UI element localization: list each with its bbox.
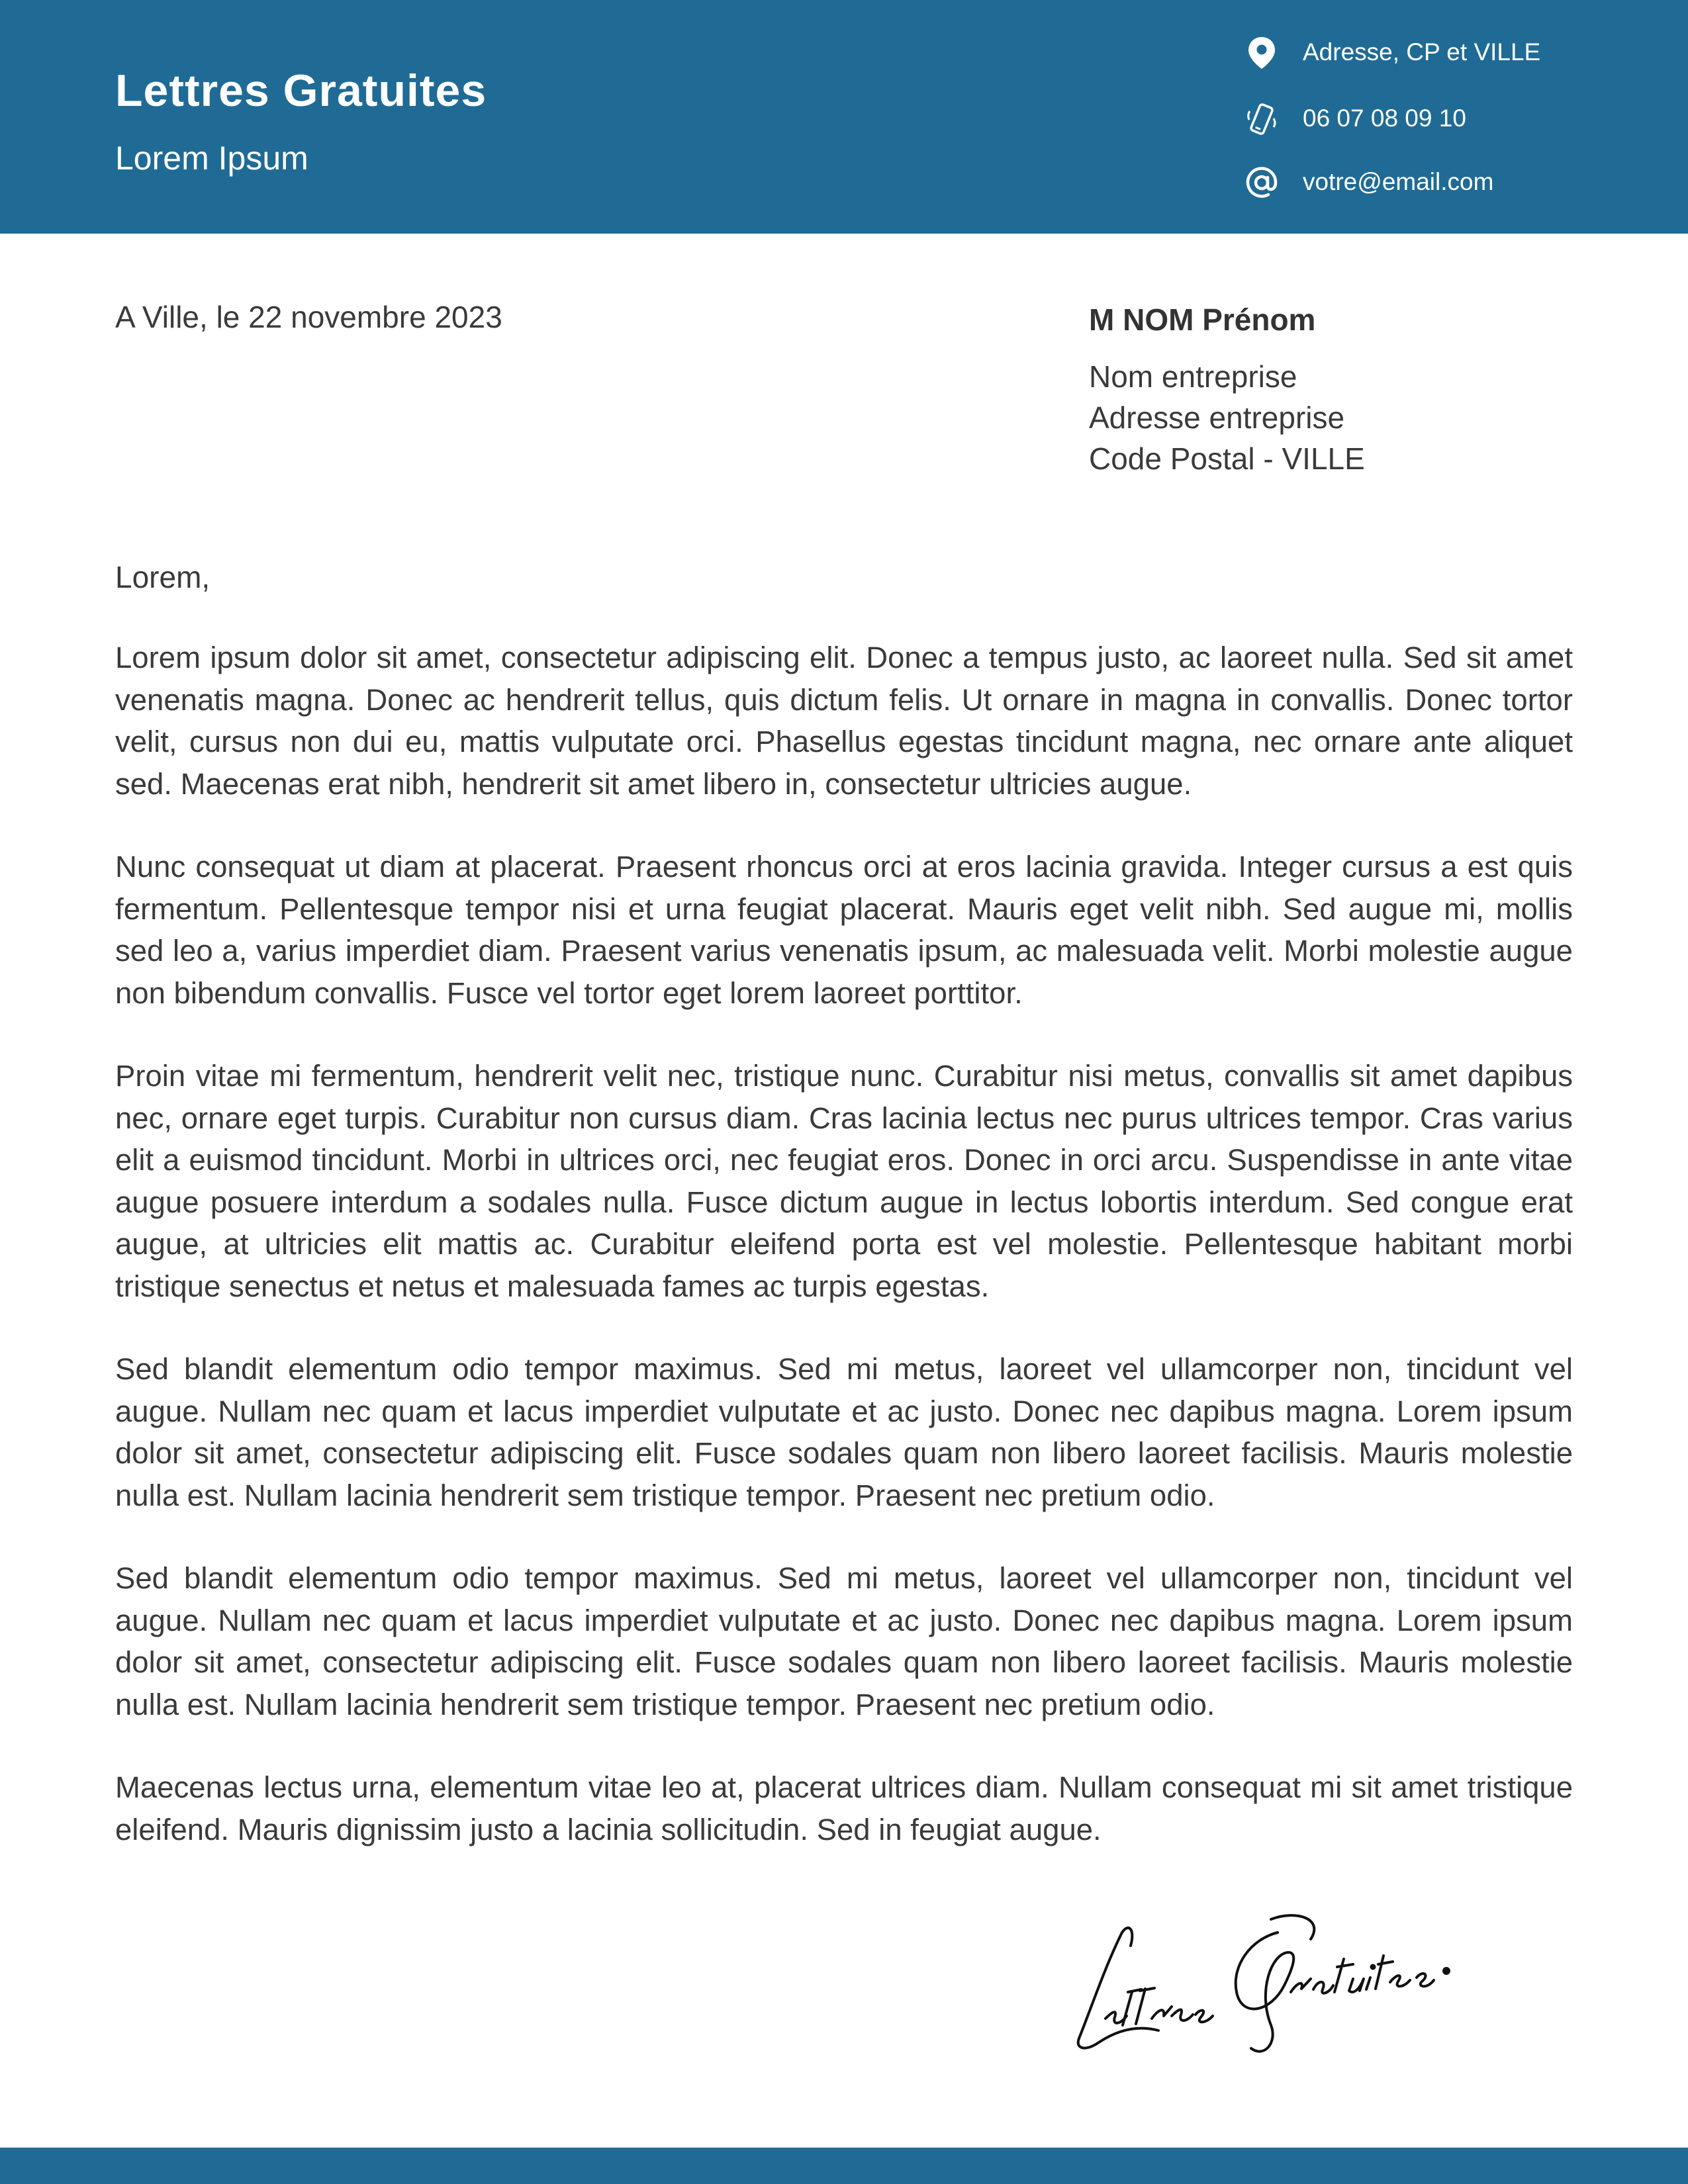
paragraph: Proin vitae mi fermentum, hendrerit velit nec, tristique nunc. Curabitur nisi metus, convallis sit amet dapibus nec, ornare eget turpis. Curabitur non cursus diam. Cras lacinia lectus nec purus ultrices tempor. Cras varius elit a euismod tincidunt. Morbi in ultrices orci, nec feugiat eros. Donec in orci arcu. Suspendisse in ante vitae augue posuere interdum a sodales nulla. Fusce dictum augue in lectus lobortis interdum. Sed congue erat augue, at ultricies elit mattis ac. Curabitur eleifend porta est vel molestie. Pellentesque habitant morbi tristique senectus et netus et malesuada fames ac turpis egestas. (115, 1059, 1573, 1303)
contact-email (1244, 163, 1668, 203)
phone-icon (1244, 102, 1279, 136)
handwritten-signature (1059, 1893, 1456, 2065)
greeting: Lorem, (115, 560, 211, 594)
at-sign-icon (1244, 165, 1279, 200)
location-pin-icon (1244, 36, 1279, 70)
sender-subtitle: Lorem Ipsum (115, 140, 308, 177)
recipient-company: Nom entreprise (1089, 359, 1297, 394)
contact-address (1244, 33, 1668, 73)
paragraph: Lorem ipsum dolor sit amet, consectetur adipiscing elit. Donec a tempus justo, ac laoreet nulla. Sed sit amet venenatis magna. Donec ac hendrerit tellus, quis dictum felis. Ut ornare in magna in convallis. Donec tortor velit, cursus non dui eu, mattis vulputate orci. Phasellus egestas tincidunt magna, nec ornare ante aliquet sed. Maecenas erat nibh, hendrerit sit amet libero in, consectetur ultricies augue. (115, 641, 1573, 801)
recipient-block (1089, 299, 1365, 479)
paragraph: Nunc consequat ut diam at placerat. Praesent rhoncus orci at eros lacinia gravida. Integer cursus a est quis fermentum. Pellentesque tempor nisi et urna feugiat placerat. Mauris eget velit nibh. Sed augue mi, mollis sed leo a, varius imperdiet diam. Praesent varius venenatis ipsum, ac malesuada velit. Morbi molestie augue non bibendum convallis. Fusce vel tortor eget lorem laoreet porttitor. (115, 850, 1573, 1010)
paragraph: Sed blandit elementum odio tempor maximus. Sed mi metus, laoreet vel ullamcorper non, tincidunt vel augue. Nullam nec quam et lacus imperdiet vulputate et ac justo. Donec nec dapibus magna. Lorem ipsum dolor sit amet, consectetur adipiscing elit. Fusce sodales quam non libero laoreet facilisis. Mauris molestie nulla est. Nullam lacinia hendrerit sem tristique tempor. Praesent nec pretium odio. (115, 1561, 1573, 1721)
header-banner (0, 0, 1688, 234)
recipient-name: M NOM Prénom (1089, 302, 1316, 337)
contact-phone-text: 06 07 08 09 10 (1303, 105, 1466, 132)
contact-address-text: Adresse, CP et VILLE (1303, 38, 1541, 66)
letter-body (115, 637, 1573, 1891)
paragraph: Sed blandit elementum odio tempor maximus. Sed mi metus, laoreet vel ullamcorper non, tincidunt vel augue. Nullam nec quam et lacus imperdiet vulputate et ac justo. Donec nec dapibus magna. Lorem ipsum dolor sit amet, consectetur adipiscing elit. Fusce sodales quam non libero laoreet facilisis. Mauris molestie nulla est. Nullam lacinia hendrerit sem tristique tempor. Praesent nec pretium odio. (115, 1352, 1573, 1512)
contact-phone (1244, 99, 1668, 139)
contact-email-text: votre@email.com (1303, 168, 1494, 195)
letter-date: A Ville, le 22 novembre 2023 (115, 300, 502, 334)
sender-name: Lettres Gratuites (115, 66, 487, 116)
footer-bar (0, 2148, 1688, 2184)
recipient-address: Adresse entreprise (1089, 400, 1345, 435)
paragraph: Maecenas lectus urna, elementum vitae leo at, placerat ultrices diam. Nullam consequat mi sit amet tristique eleifend. Mauris dignissim justo a lacinia sollicitudin. Sed in feugiat augue. (115, 1770, 1573, 1846)
recipient-city: Code Postal - VILLE (1089, 441, 1365, 476)
